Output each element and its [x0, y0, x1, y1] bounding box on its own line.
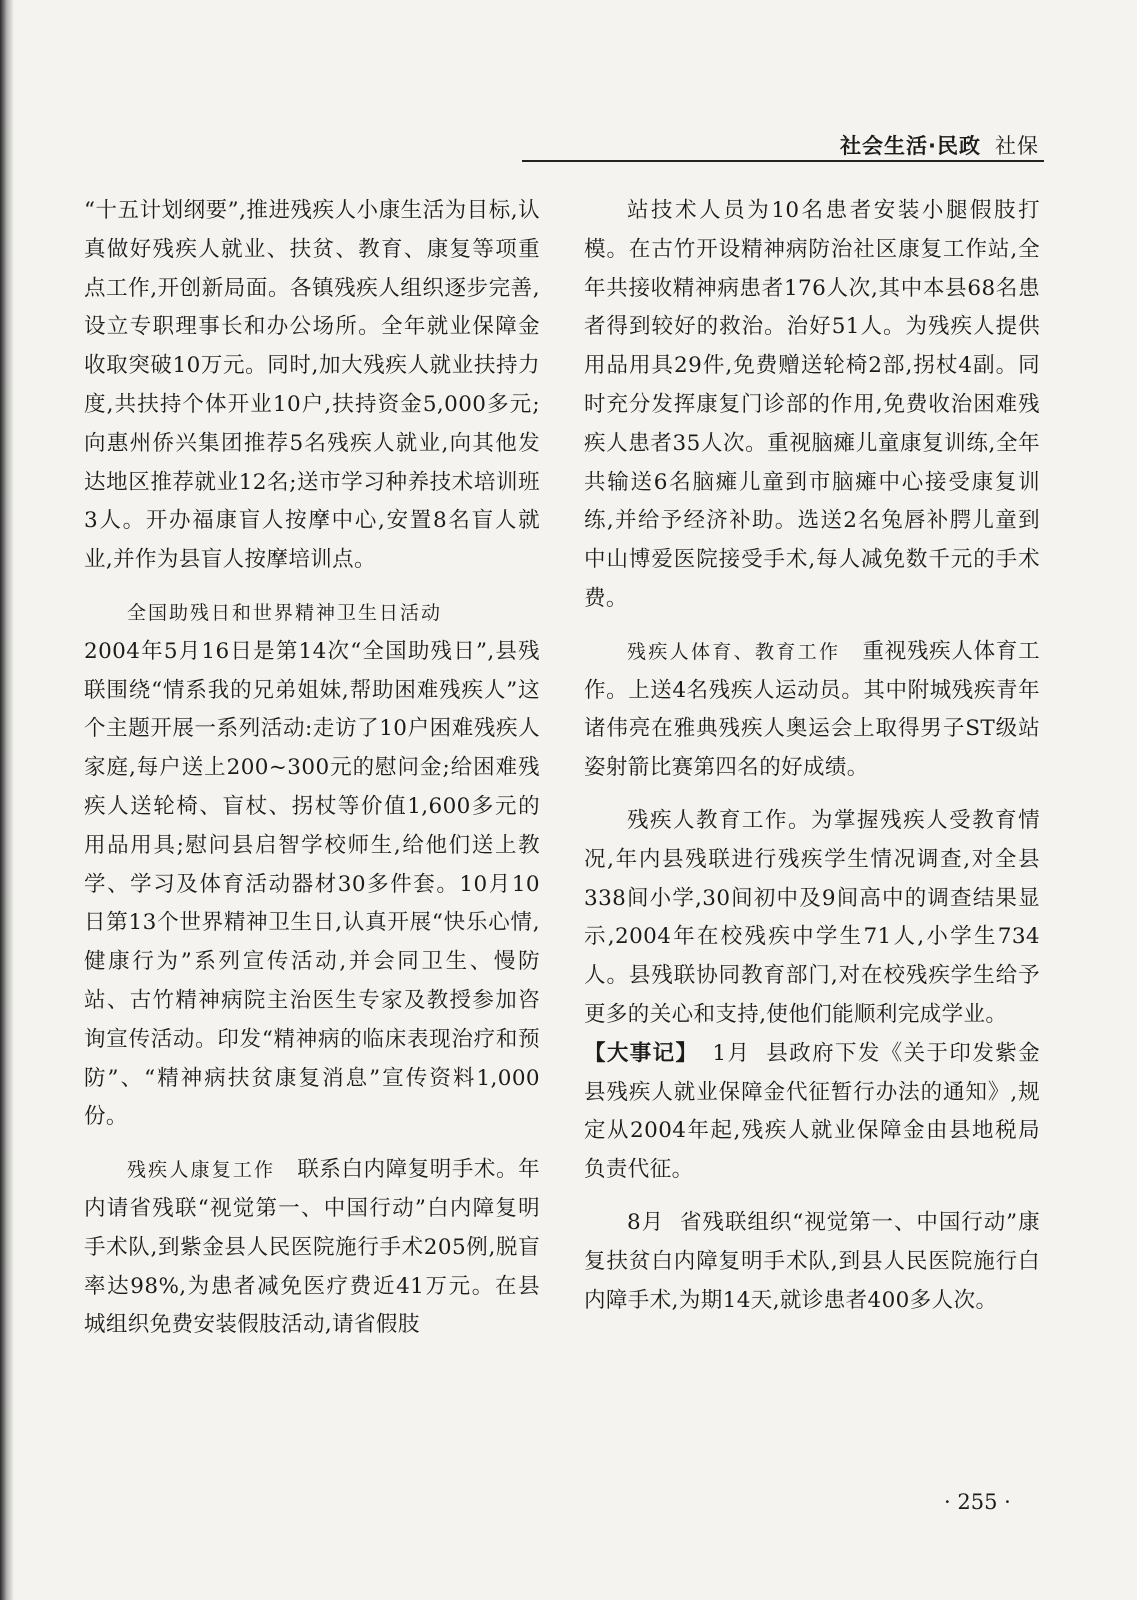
events-paragraph: [584, 1204, 1040, 1320]
section-title: 社会生活·民政: [840, 134, 981, 158]
paragraph-heading: 残疾人康复工作: [127, 1159, 276, 1182]
paragraph-text: 联系白内障复明手术。年内请省残联“视觉第一、中国行动”白内障复明手术队,到紫金县人民医院施行手术205例,脱盲率达98%,为患者减免医疗费近41万元。在县城组织免费安装假肢活动,请省假肢: [84, 1157, 540, 1338]
page-number: · 255 ·: [944, 1490, 1011, 1514]
event-month: 8月: [627, 1209, 665, 1235]
paragraph: “十五计划纲要”,推进残疾人小康生活为目标,认真做好残疾人就业、扶贫、教育、康复等项重点工作,开创新局面。各镇残疾人组织逐步完善,设立专职理事长和办公场所。全年就业保障金收取突破10万元。同时,加大残疾人就业扶持力度,共扶持个体开业10户,扶持资金5,000多元;向惠州侨兴集团推荐5名残疾人就业,向其他发达地区推荐就业12名;送市学习种养技术培训班3人。开办福康盲人按摩中心,安置8名盲人就业,并作为县盲人按摩培训点。: [84, 198, 540, 573]
event-text: 县政府下发《关于印发紫金县残疾人就业保障金代征暂行办法的通知》,规定从2004年起,残疾人就业保障金由县地税局负责代征。: [584, 1040, 1040, 1183]
section-subtitle: 社保: [995, 134, 1039, 158]
paragraph-heading: 残疾人体育、教育工作: [627, 640, 841, 663]
right-column: [584, 192, 1040, 1488]
paragraph-text: 2004年5月16日是第14次“全国助残日”,县残联围绕“情系我的兄弟姐妹,帮助困难残疾人”这个主题开展一系列活动:走访了10户困难残疾人家庭,每户送上200~300元的慰问金;给困难残疾人送轮椅、盲杖、拐杖等价值1,600多元的用品用具;慰问县启智学校师生,给他们送上教学、学习及体育活动器材30多件套。10月10日第13个世界精神卫生日,认真开展“快乐心情,健康行为”系列宣传活动,并会同卫生、慢防站、古竹精神病院主治医生专家及教授参加咨询宣传活动。印发“精神病的临床表现治疗和预防”、“精神病扶贫康复消息”宣传资料1,000份。: [84, 638, 540, 1130]
paragraph: [84, 594, 540, 1137]
paragraph: 残疾人教育工作。为掌握残疾人受教育情况,年内县残联进行残疾学生情况调查,对全县338间小学,30间初中及9间高中的调查结果显示,2004年在校残疾中学生71人,小学生734人。县残联协同教育部门,对在校残疾学生给予更多的关心和支持,使他们能顺利完成学业。: [584, 807, 1040, 1027]
binding-shadow: [0, 0, 14, 1600]
paragraph: [584, 633, 1040, 788]
paragraph: 站技术人员为10名患者安装小腿假肢打模。在古竹开设精神病防治社区康复工作站,全年共接收精神病患者176人次,其中本县68名患者得到较好的救治。治好51人。为残疾人提供用品用具29件,免费赠送轮椅2部,拐杖4副。同时充分发挥康复门诊部的作用,免费收治困难残疾人患者35人次。重视脑瘫儿童康复训练,全年共输送6名脑瘫儿童到市脑瘫中心接受康复训练,并给予经济补助。选送2名兔唇补腭儿童到中山博爱医院接受手术,每人减免数千元的手术费。: [584, 198, 1040, 611]
paragraph-text: 重视残疾人体育工作。上送4名残疾人运动员。其中附城残疾青年诸伟亮在雅典残疾人奥运会上取得男子ST级站姿射箭比赛第四名的好成绩。: [584, 638, 1040, 781]
paragraph-heading: 全国助残日和世界精神卫生日活动: [127, 601, 443, 624]
running-header: [840, 130, 1039, 160]
events-paragraph: [584, 1035, 1040, 1190]
event-text: 省残联组织“视觉第一、中国行动”康复扶贫白内障复明手术队,到县人民医院施行白内障手术,为期14天,就诊患者400多人次。: [584, 1209, 1040, 1313]
paragraph: [84, 1151, 540, 1345]
event-month: 1月: [712, 1040, 751, 1066]
left-column: [84, 192, 540, 1488]
header-rule: [522, 160, 1044, 162]
events-tag: 【大事记】: [584, 1040, 699, 1066]
